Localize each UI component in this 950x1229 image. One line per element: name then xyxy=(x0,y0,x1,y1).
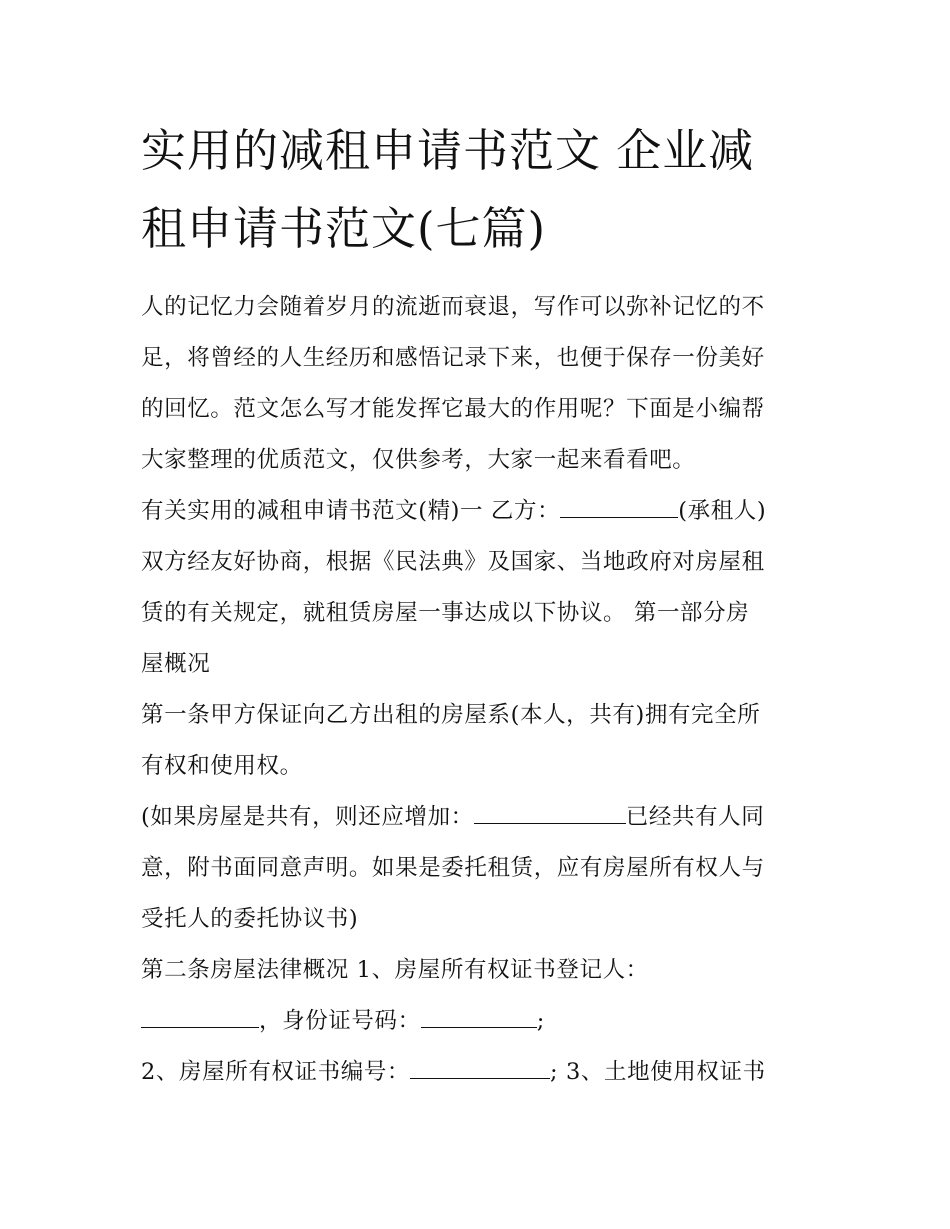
article-two-paragraph xyxy=(141,945,816,1098)
text-segment: (承租人) xyxy=(678,498,767,524)
text-line xyxy=(141,1047,816,1098)
article-one-paragraph xyxy=(141,690,816,792)
text-line: 赁的有关规定，就租赁房屋一事达成以下协议。 第一部分房 xyxy=(141,600,750,626)
section-one-paragraph xyxy=(141,486,816,690)
text-line: 第一条甲方保证向乙方出租的房屋系(本人，共有)拥有完全所 xyxy=(141,702,761,728)
text-segment: (如果房屋是共有，则还应增加： xyxy=(141,804,474,830)
text-line: 双方经友好协商，根据《民法典》及国家、当地政府对房屋租 xyxy=(141,549,765,575)
text-segment: ，身份证号码： xyxy=(259,1008,421,1034)
text-line: 有权和使用权。 xyxy=(141,753,303,779)
fill-in-blank xyxy=(560,495,678,518)
text-line: 受托人的委托协议书) xyxy=(141,906,359,932)
text-segment: 2、房屋所有权证书编号： xyxy=(141,1059,411,1085)
note-paragraph xyxy=(141,792,816,945)
fill-in-blank xyxy=(421,1005,537,1028)
title-line: 租申请书范文(七篇) xyxy=(141,202,547,255)
text-line xyxy=(141,792,816,843)
document-title xyxy=(141,112,816,268)
text-line: 第二条房屋法律概况 1、房屋所有权证书登记人： xyxy=(141,957,649,983)
text-segment: ; xyxy=(536,1008,545,1034)
text-line xyxy=(141,996,816,1047)
fill-in-blank xyxy=(474,801,626,824)
text-line: 足，将曾经的人生经历和感悟记录下来，也便于保存一份美好 xyxy=(141,345,765,371)
text-segment: ; 3、土地使用权证书 xyxy=(550,1059,766,1085)
fill-in-blank xyxy=(141,1005,259,1028)
document-page xyxy=(141,112,816,1098)
intro-paragraph xyxy=(141,282,816,486)
text-segment: 有关实用的减租申请书范文(精)一 乙方： xyxy=(141,498,561,524)
text-line: 人的记忆力会随着岁月的流逝而衰退，写作可以弥补记忆的不 xyxy=(141,294,765,320)
text-line: 的回忆。范文怎么写才能发挥它最大的作用呢？下面是小编帮 xyxy=(141,396,765,422)
title-line: 实用的减租申请书范文 企业减 xyxy=(141,124,755,177)
text-line: 屋概况 xyxy=(141,651,211,677)
text-line: 大家整理的优质范文，仅供参考，大家一起来看看吧。 xyxy=(141,447,696,473)
fill-in-blank xyxy=(410,1056,550,1079)
text-segment: 已经共有人同 xyxy=(625,804,765,830)
text-line xyxy=(141,486,816,537)
text-line: 意，附书面同意声明。如果是委托租赁，应有房屋所有权人与 xyxy=(141,855,765,881)
